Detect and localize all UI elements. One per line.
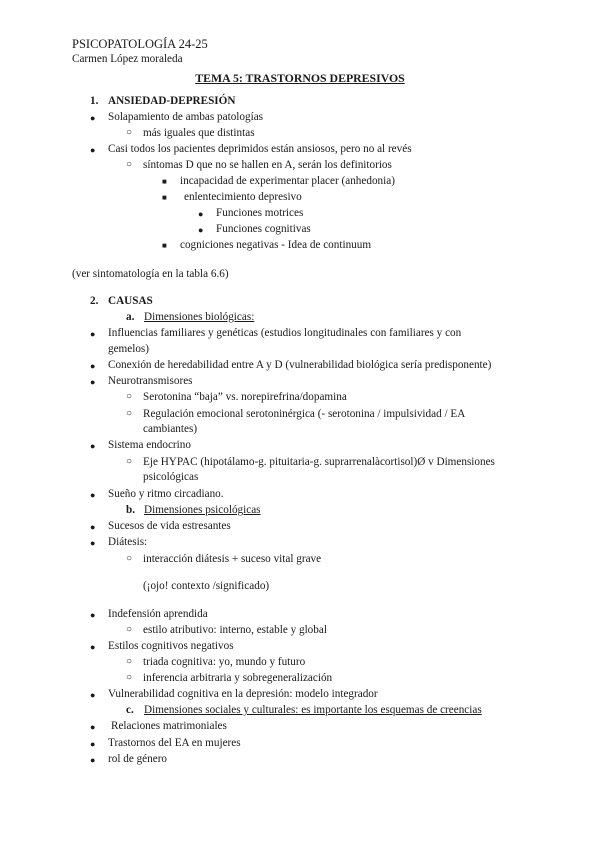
bullet-disc-icon: ● <box>90 522 96 532</box>
bullet-circle-icon: ○ <box>126 391 133 402</box>
subsection-letter: b. <box>126 504 136 516</box>
section-heading: CAUSAS <box>108 295 153 307</box>
bullet-disc-icon: ● <box>198 209 204 219</box>
bullet-disc-icon: ● <box>90 145 96 155</box>
bullet-circle-icon: ○ <box>126 656 133 667</box>
subsection-title: Dimensiones psicológicas <box>144 504 261 516</box>
bullet-circle-icon: ○ <box>126 456 133 467</box>
bullet-disc-icon: ● <box>90 490 96 500</box>
bullet-disc-icon: ● <box>90 642 96 652</box>
list-item-continuation: gemelos) <box>108 343 150 355</box>
bullet-circle-icon: ○ <box>126 672 133 683</box>
list-item: estilo atributivo: interno, estable y global <box>143 624 327 636</box>
bullet-disc-icon: ● <box>90 113 96 123</box>
subsection-title: Dimensiones sociales y culturales: es importante los esquemas de creencias <box>144 704 482 716</box>
bullet-circle-icon: ○ <box>126 624 133 635</box>
list-item: enlentecimiento depresivo <box>184 191 302 203</box>
bullet-circle-icon: ○ <box>126 553 133 564</box>
bullet-square-icon: ■ <box>162 241 167 250</box>
list-item: Eje HYPAC (hipotálamo-g. pituitaria-g. suprarrenalàcortisol)Ø v Dimensiones <box>143 456 495 468</box>
list-item: Influencias familiares y genéticas (estudios longitudinales con familiares y con <box>108 327 462 339</box>
bullet-disc-icon: ● <box>198 225 204 235</box>
bullet-circle-icon: ○ <box>126 408 133 419</box>
list-item: Casi todos los pacientes deprimidos están ansiosos, pero no al revés <box>108 143 412 155</box>
bullet-disc-icon: ● <box>90 538 96 548</box>
bullet-disc-icon: ● <box>90 739 96 749</box>
course-title: PSICOPATOLOGÍA 24-25 <box>72 37 208 51</box>
list-item: Sucesos de vida estresantes <box>108 520 231 532</box>
bullet-disc-icon: ● <box>90 610 96 620</box>
bullet-disc-icon: ● <box>90 722 96 732</box>
list-item: Sistema endocrino <box>108 439 191 451</box>
section-heading: ANSIEDAD-DEPRESIÓN <box>108 95 236 107</box>
list-item: Funciones motrices <box>216 207 304 219</box>
list-item: Estilos cognitivos negativos <box>108 640 234 652</box>
bullet-disc-icon: ● <box>90 755 96 765</box>
list-item: Funciones cognitivas <box>216 223 311 235</box>
list-item: Conexión de heredabilidad entre A y D (vulnerabilidad biológica sería predisponente) <box>108 359 492 371</box>
list-item: Indefensión aprendida <box>108 608 208 620</box>
bullet-disc-icon: ● <box>90 441 96 451</box>
bullet-disc-icon: ● <box>90 377 96 387</box>
section-number: 2. <box>90 295 99 307</box>
author-name: Carmen López moraleda <box>72 53 183 65</box>
list-item: más iguales que distintas <box>143 127 255 139</box>
bullet-disc-icon: ● <box>90 329 96 339</box>
list-item: rol de género <box>108 753 168 765</box>
page-title: TEMA 5: TRASTORNOS DEPRESIVOS <box>195 71 405 85</box>
list-item: triada cognitiva: yo, mundo y futuro <box>143 656 306 668</box>
bullet-circle-icon: ○ <box>126 159 133 170</box>
subsection-title: Dimensiones biológicas: <box>144 311 255 323</box>
list-item: incapacidad de experimentar placer (anhedonia) <box>180 175 395 187</box>
list-item: Serotonina “baja” vs. norepirefrina/dopamina <box>143 391 347 403</box>
list-item: inferencia arbitraria y sobregeneralización <box>143 672 333 684</box>
list-item: Relaciones matrimoniales <box>111 720 227 732</box>
bullet-disc-icon: ● <box>90 361 96 371</box>
list-item: Regulación emocional serotoninérgica (- serotonina / impulsividad / EA <box>143 408 466 420</box>
list-item: Neurotransmisores <box>108 375 193 387</box>
list-item: cogniciones negativas - Idea de continuum <box>180 239 372 251</box>
bullet-square-icon: ■ <box>162 193 167 202</box>
subsection-letter: c. <box>126 704 134 716</box>
list-item: Diátesis: <box>108 536 148 548</box>
list-item: interacción diátesis + suceso vital grave <box>143 553 322 565</box>
list-item: síntomas D que no se hallen en A, serán los definitorios <box>143 159 392 171</box>
table-reference-note: (ver sintomatología en la tabla 6.6) <box>72 268 229 280</box>
list-item: Solapamiento de ambas patologías <box>108 111 264 123</box>
list-item-continuation: cambiantes) <box>143 423 198 435</box>
subsection-letter: a. <box>126 311 135 323</box>
bullet-square-icon: ■ <box>162 177 167 186</box>
section-number: 1. <box>90 95 99 107</box>
bullet-disc-icon: ● <box>90 690 96 700</box>
list-item: Sueño y ritmo circadiano. <box>108 488 224 500</box>
bullet-circle-icon: ○ <box>126 127 133 138</box>
list-item-continuation: psicológicas <box>143 471 199 483</box>
list-item-note: (¡ojo! contexto /significado) <box>143 580 270 592</box>
list-item: Vulnerabilidad cognitiva en la depresión: modelo integrador <box>108 688 378 700</box>
list-item: Trastornos del EA en mujeres <box>108 737 241 749</box>
